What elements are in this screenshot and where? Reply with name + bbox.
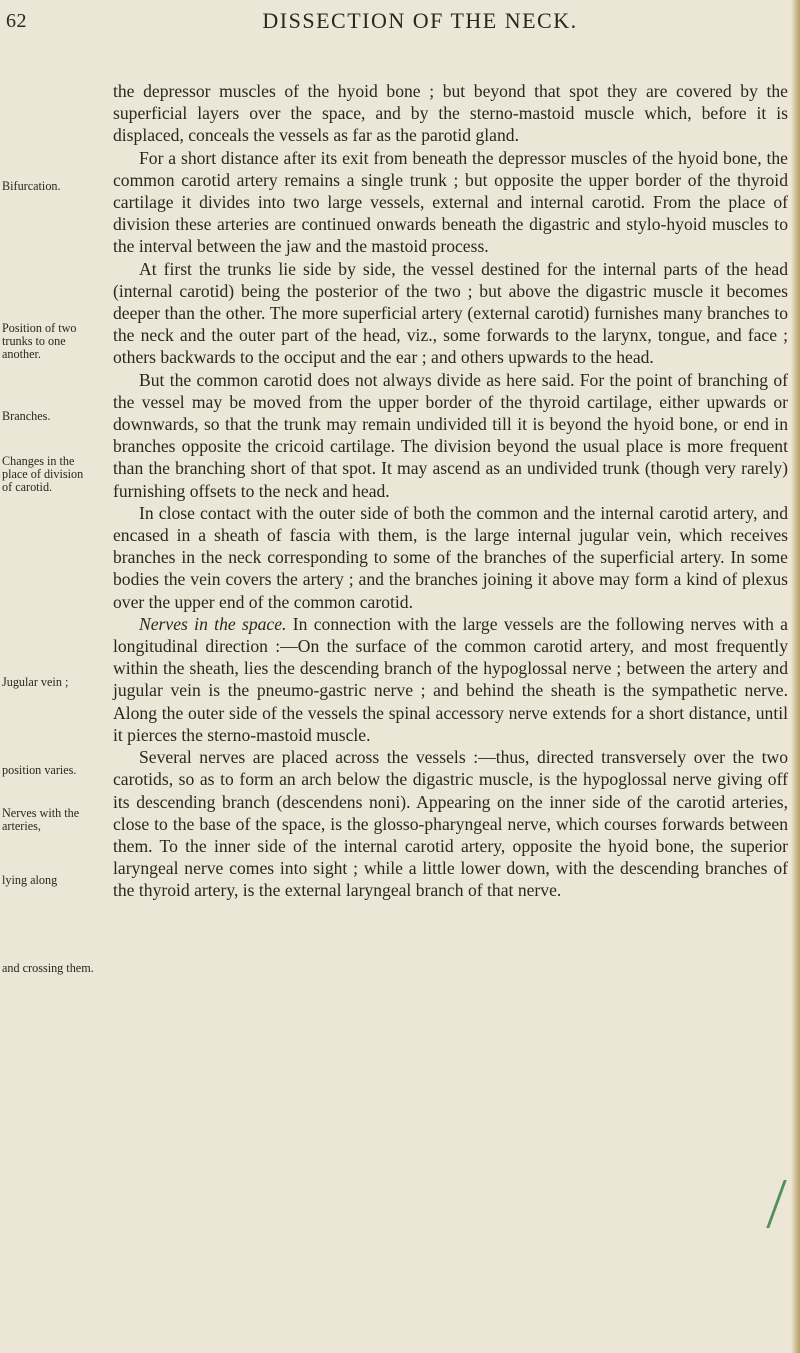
paragraph <box>113 746 788 901</box>
paragraph-text: Several nerves are placed across the vessels :—thus, directed transversely over the two carotids, so as to form an arch below the digastric muscle, is the hypoglossal nerve giving off its descending branch (descendens noni). Appearing on the inner side of the carotid arteries, close to the base of the space, is the glosso-pharyngeal nerve, which courses forwards between them. To the inner side of the internal carotid artery, opposite the hyoid bone, the superior laryngeal nerve comes into sight ; while a little lower down, with the descending branches of the thyroid artery, is the external laryngeal branch of that nerve. <box>113 747 788 901</box>
margin-note-branches: Branches. <box>2 409 51 423</box>
margin-note-crossing: and crossing them. <box>2 961 94 975</box>
margin-note-changes: Changes in the place of division of carotid. <box>2 454 84 494</box>
paragraph <box>113 80 788 147</box>
running-title: DISSECTION OF THE NECK. <box>262 8 578 33</box>
margin-note-position: Position of two trunks to one another. <box>2 321 77 361</box>
paragraph-text: In connection with the large vessels are the following nerves with a longitudinal direction :—On the surface of the common carotid artery, and most frequently within the sheath, lies the descending branch of the hypoglossal nerve ; between the artery and jugular vein is the pneumo-gastric nerve ; and behind the sheath is the sympathetic nerve. Along the outer side of the vessels the spinal accessory nerve extends for a short distance, until it pierces the sterno-mastoid muscle. <box>113 613 788 745</box>
paragraph <box>113 369 788 502</box>
paragraph-text: In close contact with the outer side of both the common and the internal carotid artery, and encased in a sheath of fascia with them, is the large internal jugular vein, which receives branches in the neck corresponding to some of the branches of the superficial artery. In some bodies the vein covers the artery ; and the branches joining it above may form a kind of plexus over the upper end of the common carotid. <box>113 502 788 612</box>
paragraph-text: For a short distance after its exit from beneath the depressor muscles of the hyoid bone, the common carotid artery remains a single trunk ; but opposite the upper border of the thyroid cartilage it divides into two large vessels, external and internal carotid. From the place of division these arteries are continued onwards beneath the digastric and stylo-hyoid muscles to the interval between the jaw and the mastoid process. <box>113 147 788 257</box>
margin-note-position-varies: position varies. <box>2 763 77 777</box>
page-header <box>0 8 800 38</box>
paragraph <box>113 258 788 369</box>
pencil-mark <box>766 1180 786 1228</box>
paragraph <box>113 613 788 746</box>
page-number: 62 <box>6 10 27 32</box>
paragraph <box>113 502 788 613</box>
paragraph-text: At first the trunks lie side by side, the vessel destined for the internal parts of the head (internal carotid) being the posterior of the two ; but above the digastric muscle it becomes deeper than the other. The more superficial artery (external carotid) furnishes many branches to the neck and the outer part of the head, viz., some forwards to the larynx, tongue, and face ; others backwards to the occiput and the ear ; and others upwards to the head. <box>113 258 788 368</box>
paragraph-text: the depressor muscles of the hyoid bone ; but beyond that spot they are covered by the superficial layers over the space, and by the sterno-mastoid muscle which, before it is displaced, conceals the vessels as far as the parotid gland. <box>113 81 788 146</box>
paragraph-lead: Nerves in the space. <box>139 613 287 634</box>
margin-note-nerves: Nerves with the arteries, <box>2 806 80 833</box>
margin-note-lying-along: lying along <box>2 873 58 887</box>
margin-note-jugular: Jugular vein ; <box>2 675 69 689</box>
margin-note-bifurcation: Bifurcation. <box>2 179 61 193</box>
body-text <box>113 80 788 902</box>
page-edge <box>791 0 800 1353</box>
paragraph-text: But the common carotid does not always divide as here said. For the point of branching of the vessel may be moved from the upper border of the thyroid cartilage, either upwards or downwards, so that the trunk may remain undivided till it is beyond the hyoid bone, or end in branches opposite the cricoid cartilage. The division beyond the usual place is more frequent than the branching short of that spot. It may ascend as an undivided trunk (though very rarely) furnishing offsets to the neck and head. <box>113 369 788 501</box>
paragraph <box>113 147 788 258</box>
